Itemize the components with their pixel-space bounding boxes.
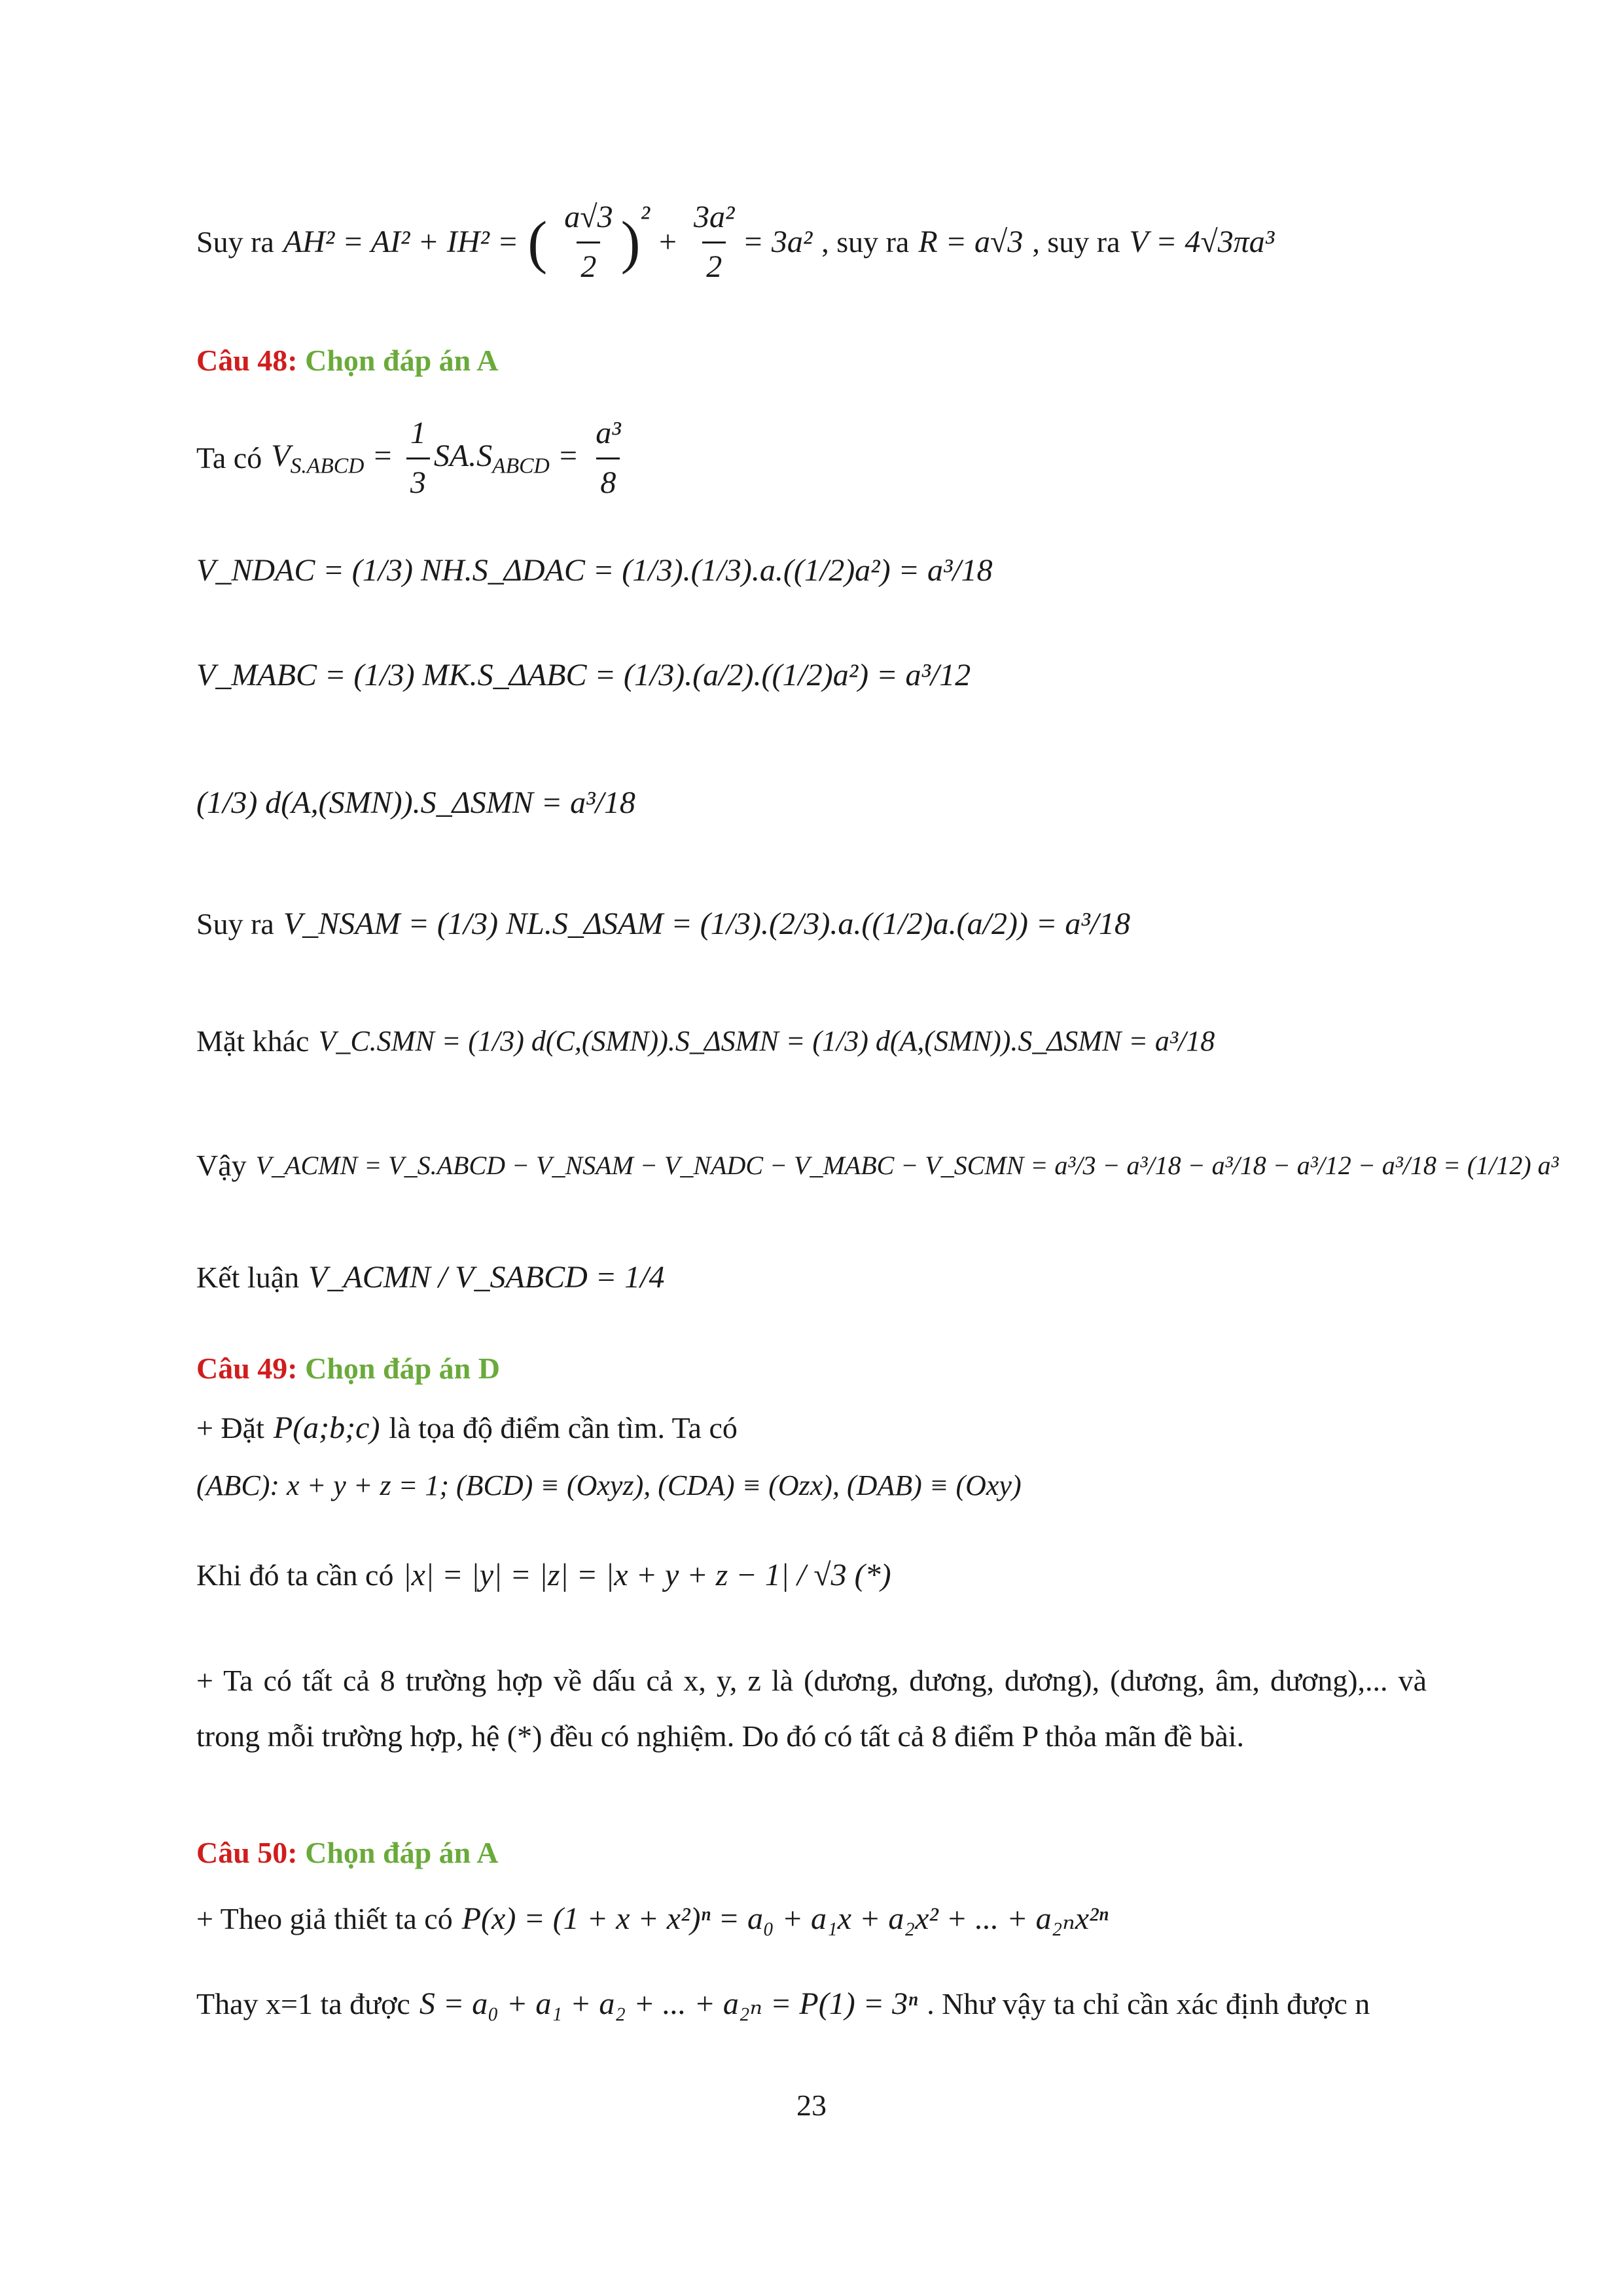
ah-lead: Suy ra xyxy=(196,225,274,259)
ah-frac-den: 2 xyxy=(577,242,600,289)
vay-lead: Vậy xyxy=(196,1149,247,1182)
q49-paragraph: + Ta có tất cả 8 trường hợp về dấu cả x, y, z là (dương, dương, dương), (dương, âm, dương),... và trong mỗi trường hợp, hệ (*) đều có nghiệm. Do đó có tất cả 8 điểm P thỏa mãn đề bài. xyxy=(196,1664,1427,1753)
kl-expr: V_ACMN / V_SABCD = 1/4 xyxy=(308,1260,665,1295)
khi-lead: Khi đó ta cần có xyxy=(196,1558,394,1592)
ah-frac2-num: 3a² xyxy=(694,200,735,234)
tc-one-third-num: 1 xyxy=(410,416,426,450)
tc-mid: $SA.S_{ABCD}$ = xyxy=(433,439,579,478)
kl-lead: Kết luận xyxy=(196,1261,300,1295)
line-tc xyxy=(196,412,1440,505)
q49-label: Câu 49: xyxy=(196,1352,298,1385)
ah-expr3: V = 4√3πa³ xyxy=(1129,224,1275,259)
plus-sign: + xyxy=(658,224,677,259)
q48-label: Câu 48: xyxy=(196,344,298,377)
q50-heading xyxy=(196,1833,1440,1873)
paren-open: ( xyxy=(527,209,548,275)
theo-expr: P(x) = (1 + x + x²)ⁿ = a₀ + a₁x + a₂x² + ... + a₂ₙx²ⁿ xyxy=(461,1901,1109,1936)
ah-exp: ² xyxy=(640,200,650,234)
ah-frac xyxy=(560,196,616,289)
tc-mid-text: SA.S xyxy=(433,439,493,474)
vnsam-lead: Suy ra xyxy=(196,907,274,941)
q48-heading xyxy=(196,340,1440,381)
line-vay xyxy=(196,1145,1559,1186)
ah-frac2-den: 2 xyxy=(702,242,726,289)
line-dat xyxy=(196,1407,1440,1450)
ah-tail1: = 3a² xyxy=(742,224,813,259)
tc-rhs xyxy=(592,412,624,505)
khi-expr: |x| = |y| = |z| = |x + y + z − 1| / √3 (*) xyxy=(402,1558,891,1592)
tc-rhs-num: a³ xyxy=(596,416,621,450)
thay-lead: Thay x=1 ta được xyxy=(196,1987,410,2021)
dat-lead: + Đặt xyxy=(196,1411,264,1445)
q49-answer: Chọn đáp án D xyxy=(305,1352,500,1385)
q50-label: Câu 50: xyxy=(196,1836,298,1869)
line-khido xyxy=(196,1554,1440,1597)
line-vmabc: V_MABC = (1/3) MK.S_ΔABC = (1/3).(a/2).((1/2)a²) = a³/12 xyxy=(196,658,971,692)
thay-expr: S = a₀ + a₁ + a₂ + ... + a₂ₙ = P(1) = 3ⁿ xyxy=(419,1986,918,2021)
page-number: 23 xyxy=(796,2089,827,2122)
ah-mid2: , suy ra xyxy=(1032,225,1120,259)
tc-rhs-den: 8 xyxy=(596,457,620,505)
ah-frac2 xyxy=(690,196,738,289)
tc-lhs: $V_{S.ABCD}$ = xyxy=(271,439,393,478)
q50-answer: Chọn đáp án A xyxy=(305,1836,499,1869)
ah-frac-num: a√3 xyxy=(564,200,613,234)
line-theo xyxy=(196,1898,1440,1941)
line-dsmn: (1/3) d(A,(SMN)).S_ΔSMN = a³/18 xyxy=(196,785,635,820)
ah-expr1: AH² = AI² + IH² = xyxy=(283,224,519,259)
mk-lead: Mặt khác xyxy=(196,1024,310,1058)
thay-tail: . Như vậy ta chỉ cần xác định được n xyxy=(927,1987,1370,2021)
ah-expr2: R = a√3 xyxy=(918,224,1024,259)
tc-one-third-den: 3 xyxy=(406,457,430,505)
line-vndac: V_NDAC = (1/3) NH.S_ΔDAC = (1/3).(1/3).a.((1/2)a²) = a³/18 xyxy=(196,553,993,588)
line-abc: (ABC): x + y + z = 1; (BCD) ≡ (Oxyz), (CDA) ≡ (Ozx), (DAB) ≡ (Oxy) xyxy=(196,1469,1022,1501)
ah-mid1: , suy ra xyxy=(821,225,910,259)
line-vnsam xyxy=(196,903,1440,946)
q48-answer: Chọn đáp án A xyxy=(305,344,499,377)
tc-mid-sub: ABCD xyxy=(492,454,550,478)
vay-expr: V_ACMN = V_S.ABCD − V_NSAM − V_NADC − V_MABC − V_SCMN = a³/3 − a³/18 − a³/18 − a³/12 − a³/18 = (1/12) a³ xyxy=(255,1151,1559,1181)
dat-expr: P(a;b;c) xyxy=(273,1410,380,1445)
theo-lead: + Theo giả thiết ta có xyxy=(196,1902,453,1936)
vnsam-expr: V_NSAM = (1/3) NL.S_ΔSAM = (1/3).(2/3).a.((1/2)a.(a/2)) = a³/18 xyxy=(283,906,1131,941)
mk-expr: V_C.SMN = (1/3) d(C,(SMN)).S_ΔSMN = (1/3) d(A,(SMN)).S_ΔSMN = a³/18 xyxy=(318,1025,1215,1058)
tc-lead: Ta có xyxy=(196,441,262,475)
tc-one-third xyxy=(406,412,430,505)
tc-lhs-sub: S.ABCD xyxy=(290,454,365,478)
tc-lhs-v: V xyxy=(271,439,291,474)
paren-close: ) xyxy=(620,209,641,275)
dat-tail: là tọa độ điểm cần tìm. Ta có xyxy=(389,1411,738,1445)
line-thay xyxy=(196,1983,1440,2026)
line-matkhac xyxy=(196,1021,1440,1062)
line-ketluan xyxy=(196,1257,1440,1299)
line-ah xyxy=(196,196,1440,289)
q49-heading xyxy=(196,1348,1440,1389)
